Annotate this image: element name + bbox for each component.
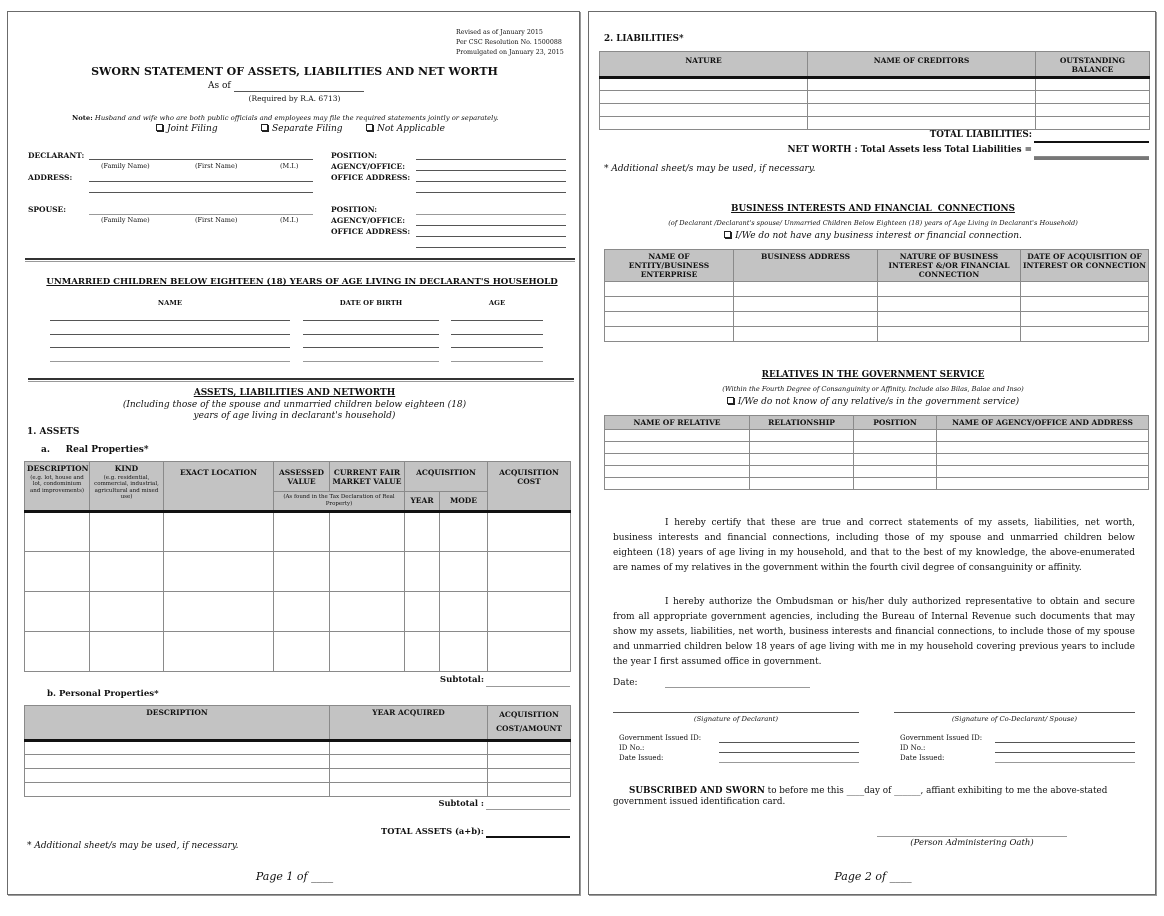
relatives-table [604,415,1149,490]
signature-spouse-label: (Signature of Co-Declarant/ Spouse) [951,715,1078,723]
col-assessed-value: ASSESSED VALUE [274,462,330,492]
assets-heading: 1. ASSETS [27,427,80,437]
table-cell[interactable] [605,297,734,312]
date-label: Date: [613,678,638,688]
address-field-2[interactable] [89,192,313,193]
address-label: ADDRESS: [28,173,73,182]
table-cell[interactable] [405,512,440,552]
spouse-label: SPOUSE: [28,205,67,214]
table-row [600,104,1150,117]
col-acquisition: ACQUISITION [405,462,488,492]
checkbox-label: I/We do not know of any relative/s in the government service) [737,397,1020,407]
business-interests-table [604,249,1149,342]
table-cell[interactable] [605,466,750,478]
table-cell[interactable] [488,632,571,672]
oath-signature-field[interactable] [877,836,1067,837]
office-address-field-1[interactable] [416,181,566,182]
filing-option-separate[interactable] [261,124,343,134]
checkbox-icon[interactable] [261,124,268,131]
table-cell[interactable] [605,282,734,297]
spouse-office-address-field-2[interactable] [416,247,566,248]
sworn-bold: SUBSCRIBED AND SWORN [629,786,765,796]
table-cell[interactable] [808,91,1036,104]
table-cell[interactable] [330,512,405,552]
relatives-title: RELATIVES IN THE GOVERNMENT SERVICE [761,370,985,380]
table-cell[interactable] [937,454,1149,466]
checkbox-label: I/We do not have any business interest or financial connection. [735,231,1022,241]
table-cell[interactable] [937,442,1149,454]
revision-line: Promulgated on January 23, 2015 [456,49,564,56]
table-cell[interactable] [488,768,571,782]
signature-declarant-label: (Signature of Declarant) [693,715,779,723]
table-cell[interactable] [25,754,330,768]
date-issued-label: Date Issued: [619,754,664,762]
child-age-field[interactable] [451,361,543,362]
family-name-hint: (Family Name) [101,162,150,170]
checkbox-icon[interactable] [724,231,731,238]
table-cell[interactable] [600,78,808,91]
table-cell[interactable] [405,592,440,632]
table-cell[interactable] [750,454,854,466]
table-cell[interactable] [25,512,90,552]
personal-properties-table [24,705,571,797]
child-age-field[interactable] [451,320,543,321]
table-row [605,312,1149,327]
table-cell[interactable] [854,466,937,478]
child-dob-field[interactable] [303,334,439,335]
child-dob-field[interactable] [303,347,439,348]
table-cell[interactable] [605,430,750,442]
table-cell[interactable] [405,552,440,592]
filing-option-label: Joint Filing [167,124,218,134]
table-cell[interactable] [90,552,164,592]
as-of-label: As of [208,81,231,91]
table-cell[interactable] [164,512,274,552]
authorization-paragraph: I hereby authorize the Ombudsman or his/her duly authorized representative to obtain and secure from all appropriate government agencies, including the Bureau of Internal Revenue such documents that may show my assets, liabilities, net worth, business interests and financial connections, to include those of my spouse and unmarried children below 18 years of age living with me in my household covering previous years to include the year I first assumed office in government. [613,597,1135,667]
table-cell[interactable] [25,740,330,754]
first-name-hint: (First Name) [195,162,238,170]
col-kind: KIND (e.g. residential, commercial, industrial, agricultural and mixed use) [90,462,164,512]
table-cell[interactable] [1021,312,1149,327]
table-cell[interactable] [25,782,330,796]
no-business-interest-option[interactable] [589,231,1157,241]
section-divider [25,258,575,262]
table-cell[interactable] [440,592,488,632]
table-cell[interactable] [600,104,808,117]
children-title: UNMARRIED CHILDREN BELOW EIGHTEEN (18) YEARS OF AGE LIVING IN DECLARANT'S HOUSEHOLD [46,277,558,287]
business-subtitle: (of Declarant /Declarant's spouse/ Unmarried Children Below Eighteen (18) years of Age Living in Declarant's Household) [668,219,1078,227]
liabilities-table [599,51,1150,130]
child-age-field[interactable] [451,347,543,348]
table-row [600,78,1150,91]
address-field-1[interactable] [89,181,313,182]
spouse-id-no-field[interactable] [995,752,1135,753]
filing-option-joint[interactable] [156,124,218,134]
agency-label: AGENCY/OFFICE: [331,162,406,171]
table-cell[interactable] [878,297,1021,312]
sworn-statement [613,786,1143,808]
child-name-field[interactable] [50,347,290,348]
spouse-position-label: POSITION: [331,205,378,214]
table-cell[interactable] [734,327,878,342]
table-row [25,782,571,796]
alnw-title: ASSETS, LIABILITIES AND NETWORTH [193,388,396,398]
form-title: SWORN STATEMENT OF ASSETS, LIABILITIES AND NET WORTH [91,65,498,78]
section-divider [28,378,574,382]
gov-id-label: Government Issued ID: [619,734,702,742]
table-cell[interactable] [600,91,808,104]
table-row [25,768,571,782]
agency-field[interactable] [416,170,566,171]
col-acquisition-cost-amount: ACQUISITION COST/AMOUNT [488,706,571,741]
page-number: Page 2 of ____ [834,870,912,883]
table-cell[interactable] [1036,78,1150,91]
table-cell[interactable] [164,592,274,632]
table-cell[interactable] [878,327,1021,342]
table-cell[interactable] [734,312,878,327]
table-cell[interactable] [937,466,1149,478]
table-cell[interactable] [937,430,1149,442]
col-acquisition-cost: ACQUISITION COST [488,462,571,512]
table-cell[interactable] [750,430,854,442]
col-personal-description: DESCRIPTION [25,706,330,741]
table-cell[interactable] [808,78,1036,91]
child-dob-field[interactable] [303,320,439,321]
table-cell[interactable] [854,478,937,490]
spouse-office-address-field-1[interactable] [416,236,566,237]
table-cell[interactable] [488,754,571,768]
note-label: Note: [72,114,93,122]
net-worth-field[interactable] [1034,156,1149,160]
table-cell[interactable] [90,632,164,672]
date-issued-label: Date Issued: [900,754,945,762]
col-entity-name: NAME OF ENTITY/BUSINESS ENTERPRISE [605,250,734,282]
position-field[interactable] [416,159,566,160]
declarant-id-no-field[interactable] [719,752,859,753]
table-cell[interactable] [1036,91,1150,104]
real-properties-table [24,461,571,672]
note-text: Husband and wife who are both public officials and employees may file the required statements jointly or separately. [94,114,499,122]
table-cell[interactable] [605,454,750,466]
col-relative-name: NAME OF RELATIVE [605,416,750,430]
table-row [605,297,1149,312]
table-row [25,512,571,552]
table-row [25,632,571,672]
col-relationship: RELATIONSHIP [750,416,854,430]
table-row [605,327,1149,342]
table-cell[interactable] [854,454,937,466]
spouse-position-field[interactable] [416,214,566,215]
table-cell[interactable] [25,632,90,672]
table-cell[interactable] [405,632,440,672]
col-creditors: NAME OF CREDITORS [808,52,1036,78]
form-page-2 [588,11,1156,895]
table-row [600,91,1150,104]
table-row [605,454,1149,466]
total-assets-label: TOTAL ASSETS (a+b): [381,826,484,836]
personal-properties-heading: b. Personal Properties* [47,689,159,699]
filing-option-label: Not Applicable [377,124,445,134]
total-liabilities-field[interactable] [1034,141,1149,143]
form-page-1 [7,11,580,895]
spouse-date-issued-field[interactable] [995,762,1135,763]
col-mode: MODE [440,492,488,512]
table-cell[interactable] [1036,117,1150,130]
table-cell[interactable] [274,552,330,592]
table-row [25,592,571,632]
table-cell[interactable] [440,512,488,552]
child-age-field[interactable] [451,334,543,335]
table-row [605,466,1149,478]
table-cell[interactable] [488,740,571,754]
table-cell[interactable] [1036,104,1150,117]
table-cell[interactable] [605,327,734,342]
revision-line: Revised as of January 2015 [456,29,543,36]
col-fair-market-value: CURRENT FAIR MARKET VALUE [330,462,405,492]
business-title: BUSINESS INTERESTS AND FINANCIAL CONNECTIONS [731,204,1015,214]
child-name-field[interactable] [50,361,290,362]
table-cell[interactable] [808,117,1036,130]
col-nature: NATURE [600,52,808,78]
children-col-dob: DATE OF BIRTH [339,299,403,307]
table-cell[interactable] [854,430,937,442]
declarant-label: DECLARANT: [28,151,85,160]
declarant-date-issued-field[interactable] [719,762,859,763]
col-year: YEAR [405,492,440,512]
spouse-office-address-label: OFFICE ADDRESS: [331,227,411,236]
table-cell[interactable] [1021,282,1149,297]
date-field[interactable] [665,687,810,688]
spouse-id-labels [900,733,982,763]
declarant-id-labels [619,733,701,763]
oath-label: (Person Administering Oath) [910,838,1034,848]
revision-line: Per CSC Resolution No. 1500088 [456,39,562,46]
as-of-date-field[interactable] [234,91,364,92]
col-outstanding-balance: OUTSTANDING BALANCE [1036,52,1150,78]
child-dob-field[interactable] [303,361,439,362]
table-cell[interactable] [1021,327,1149,342]
table-cell[interactable] [750,478,854,490]
spouse-agency-field[interactable] [416,225,566,226]
total-liabilities-label: TOTAL LIABILITIES: [929,130,1032,140]
table-cell[interactable] [808,104,1036,117]
table-cell[interactable] [488,592,571,632]
table-row [605,442,1149,454]
table-cell[interactable] [605,312,734,327]
spouse-name-field[interactable] [89,214,313,215]
table-cell[interactable] [605,478,750,490]
col-location: EXACT LOCATION [164,462,274,512]
footnote: * Additional sheet/s may be used, if necessary. [27,841,239,851]
office-address-label: OFFICE ADDRESS: [331,173,411,182]
table-cell[interactable] [488,782,571,796]
checkbox-icon[interactable] [727,397,734,404]
spouse-agency-label: AGENCY/OFFICE: [331,216,406,225]
table-cell[interactable] [25,552,90,592]
filing-option-not-applicable[interactable] [366,124,445,134]
table-cell[interactable] [164,552,274,592]
table-cell[interactable] [330,782,488,796]
page-number: Page 1 of ____ [255,870,334,883]
required-by: (Required by R.A. 6713) [248,94,341,103]
table-cell[interactable] [330,632,405,672]
table-cell[interactable] [274,632,330,672]
table-cell[interactable] [330,592,405,632]
table-cell[interactable] [878,312,1021,327]
mi-hint: (M.I.) [280,216,299,224]
table-row [25,740,571,754]
table-cell[interactable] [90,512,164,552]
table-cell[interactable] [25,768,330,782]
child-name-field[interactable] [50,334,290,335]
office-address-field-2[interactable] [416,192,566,193]
relatives-subtitle: (Within the Fourth Degree of Consanguinity or Affinity. Include also Bilas, Balae and Inso) [722,385,1024,393]
real-subtotal-field[interactable] [486,686,570,687]
table-cell[interactable] [274,592,330,632]
table-cell[interactable] [1021,297,1149,312]
declarant-gov-id-field[interactable] [719,742,859,743]
children-col-age: AGE [488,299,506,307]
real-subtotal-label: Subtotal: [439,675,484,685]
declarant-signature-field[interactable] [613,712,859,713]
table-cell[interactable] [750,442,854,454]
table-row [600,117,1150,130]
sworn-text: to before me this ____day of ______, affiant exhibiting to me the above-stated government issued identification card. [613,786,1108,807]
filing-note [72,114,498,122]
alnw-subtitle: years of age living in declarant's household) [193,411,396,421]
family-name-hint: (Family Name) [101,216,150,224]
real-properties-heading: a. Real Properties* [41,445,149,455]
personal-subtotal-label: Subtotal : [438,798,484,808]
personal-subtotal-field[interactable] [486,809,570,810]
child-name-field[interactable] [50,320,290,321]
table-cell[interactable] [25,592,90,632]
first-name-hint: (First Name) [195,216,238,224]
table-cell[interactable] [440,552,488,592]
col-date-of-acquisition: DATE OF ACQUISITION OF INTEREST OR CONNECTION [1021,250,1149,282]
col-business-address: BUSINESS ADDRESS [734,250,878,282]
filing-option-label: Separate Filing [272,124,343,134]
spouse-signature-field[interactable] [894,712,1135,713]
table-cell[interactable] [878,282,1021,297]
table-cell[interactable] [488,552,571,592]
certification-paragraph: I hereby certify that these are true and correct statements of my assets, liabilities, net worth, business interests and financial connections, including those of my spouse and unmarried children below eighteen (18) years of age living in my household, and that to the best of my knowledge, the above-enumerated are names of my relatives in the government within the fourth civil degree of consanguinity or affinity. [613,518,1135,573]
table-cell[interactable] [164,632,274,672]
no-relatives-option[interactable] [589,397,1157,407]
table-cell[interactable] [330,754,488,768]
table-cell[interactable] [330,768,488,782]
spouse-gov-id-field[interactable] [995,742,1135,743]
table-cell[interactable] [90,592,164,632]
declarant-name-field[interactable] [89,159,313,160]
table-cell[interactable] [750,466,854,478]
revision-info [456,28,564,58]
checkbox-icon[interactable] [366,124,373,131]
table-cell[interactable] [274,512,330,552]
children-col-name: NAME [157,299,183,307]
liabilities-heading: 2. LIABILITIES* [604,34,684,44]
total-assets-field[interactable] [486,836,570,838]
table-row [605,282,1149,297]
table-cell[interactable] [600,117,808,130]
col-nature-of-interest: NATURE OF BUSINESS INTEREST &/OR FINANCIAL CONNECTION [878,250,1021,282]
table-cell[interactable] [440,632,488,672]
col-year-acquired: YEAR ACQUIRED [330,706,488,741]
position-label: POSITION: [331,151,378,160]
col-agency-address: NAME OF AGENCY/OFFICE AND ADDRESS [937,416,1149,430]
table-row [25,552,571,592]
net-worth-label: NET WORTH : Total Assets less Total Liabilities = [787,145,1032,155]
table-cell[interactable] [330,740,488,754]
col-position: POSITION [854,416,937,430]
alnw-subtitle: (Including those of the spouse and unmarried children below eighteen (18) [122,400,467,410]
col-description: DESCRIPTION (e.g. lot, house and lot, condominium and improvements) [25,462,90,512]
table-cell[interactable] [854,442,937,454]
mi-hint: (M.I.) [280,162,299,170]
table-cell[interactable] [734,282,878,297]
gov-id-label: Government Issued ID: [900,734,983,742]
table-cell[interactable] [605,442,750,454]
value-note: (As found in the Tax Declaration of Real Property) [274,492,405,512]
id-no-label: ID No.: [900,744,926,752]
table-cell[interactable] [488,512,571,552]
table-row [605,430,1149,442]
table-row [25,754,571,768]
table-row [605,478,1149,490]
table-cell[interactable] [937,478,1149,490]
id-no-label: ID No.: [619,744,645,752]
checkbox-icon[interactable] [156,124,163,131]
table-cell[interactable] [734,297,878,312]
table-cell[interactable] [330,552,405,592]
footnote: * Additional sheet/s may be used, if necessary. [604,164,816,174]
